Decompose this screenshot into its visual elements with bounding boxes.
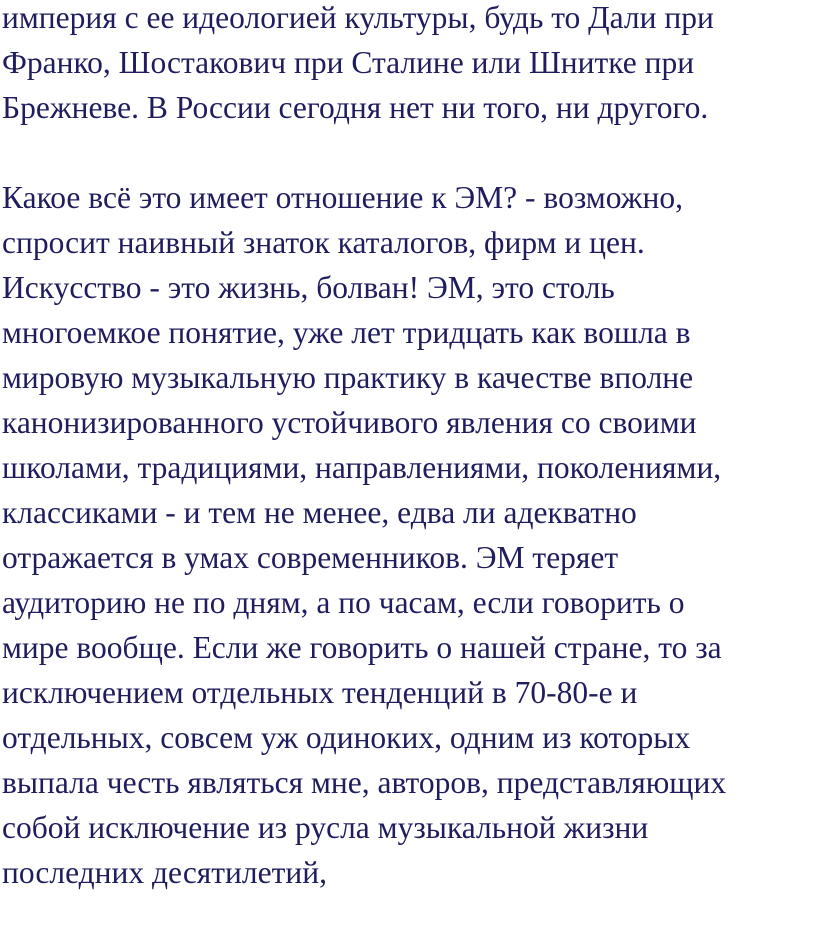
- text-line: классиками - и тем не менее, едва ли адекватно: [2, 495, 637, 530]
- text-line: аудиторию не по дням, а по часам, если говорить о: [2, 585, 685, 620]
- text-line: выпала честь являться мне, авторов, представляющих: [2, 765, 727, 800]
- text-line: отражается в умах современников. ЭМ теряет: [2, 540, 619, 575]
- text-line: спросит наивный знаток каталогов, фирм и цен.: [2, 225, 645, 260]
- text-line: мировую музыкальную практику в качестве вполне: [2, 360, 694, 395]
- paragraph-1: [2, 0, 814, 130]
- text-line: империя с ее идеологией культуры, будь то Дали при: [2, 0, 714, 35]
- text-line: последних десятилетий,: [2, 855, 327, 890]
- paragraph-spacer: [2, 130, 814, 175]
- text-line: мире вообще. Если же говорить о нашей стране, то за: [2, 630, 722, 665]
- text-line: канонизированного устойчивого явления со своими: [2, 405, 697, 440]
- text-line: Брежневе. В России сегодня нет ни того, ни другого.: [2, 90, 709, 125]
- text-line: Какое всё это имеет отношение к ЭМ? - возможно,: [2, 180, 683, 215]
- text-line: Франко, Шостакович при Сталине или Шнитке при: [2, 45, 695, 80]
- document-body: [2, 0, 814, 895]
- text-line: отдельных, совсем уж одиноких, одним из которых: [2, 720, 691, 755]
- text-line: собой исключение из русла музыкальной жизни: [2, 810, 649, 845]
- text-line: Искусство - это жизнь, болван! ЭМ, это столь: [2, 270, 615, 305]
- text-line: школами, традициями, направлениями, поколениями,: [2, 450, 722, 485]
- text-line: исключением отдельных тенденций в 70-80-е и: [2, 675, 638, 710]
- text-line: многоемкое понятие, уже лет тридцать как вошла в: [2, 315, 691, 350]
- paragraph-2: [2, 175, 814, 895]
